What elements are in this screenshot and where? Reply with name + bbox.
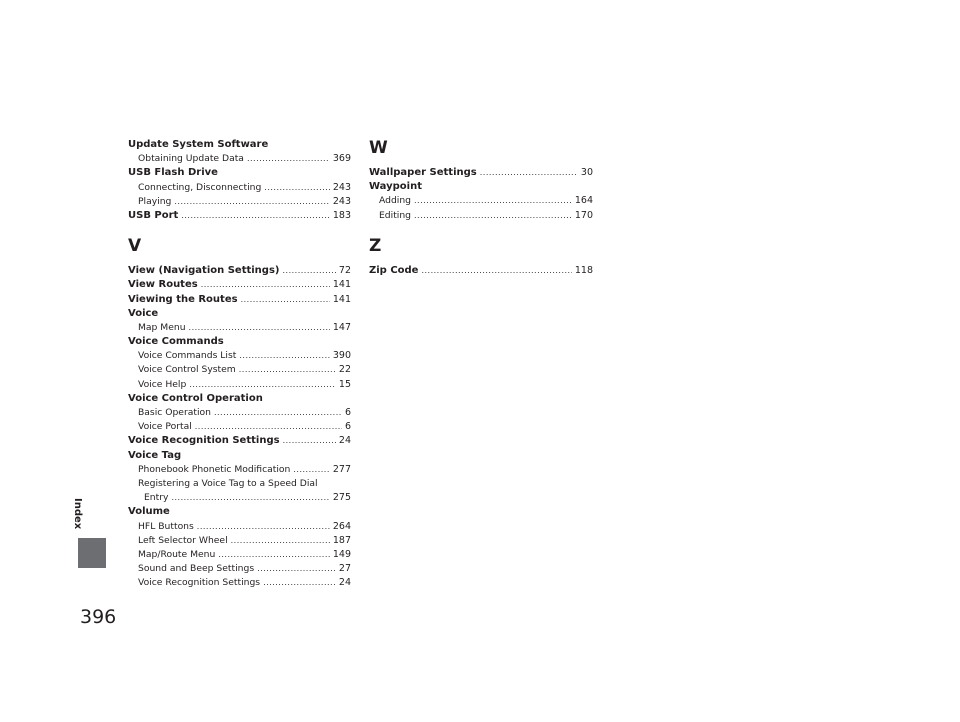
leader-dots	[293, 463, 329, 477]
page-reference[interactable]: 277	[332, 463, 351, 475]
page-reference[interactable]: 118	[574, 264, 593, 276]
index-subterm: Map/Route Menu	[138, 548, 216, 560]
index-subentry[interactable]	[128, 363, 351, 377]
index-term: Voice Commands	[128, 336, 224, 348]
leader-dots	[414, 194, 572, 208]
leader-dots	[189, 378, 336, 392]
index-heading	[128, 138, 351, 152]
index-term: Voice	[128, 307, 159, 319]
page-reference[interactable]: 141	[332, 279, 351, 291]
index-subentry[interactable]	[128, 349, 351, 363]
index-subterm: HFL Buttons	[138, 520, 194, 532]
section-letter-v: V	[128, 236, 142, 257]
index-subentry[interactable]	[128, 463, 351, 477]
leader-dots	[195, 420, 342, 434]
page-reference[interactable]: 24	[338, 577, 351, 589]
leader-dots	[239, 363, 336, 377]
page-reference[interactable]: 275	[332, 492, 351, 504]
page-reference[interactable]: 27	[338, 563, 351, 575]
page-reference[interactable]: 170	[574, 209, 593, 221]
index-term: Voice Control Operation	[128, 392, 263, 404]
leader-dots	[174, 195, 329, 209]
leader-dots	[214, 406, 342, 420]
index-term: USB Flash Drive	[128, 167, 218, 179]
leader-dots	[247, 152, 330, 166]
leader-dots	[264, 181, 330, 195]
index-subentry[interactable]	[128, 576, 351, 590]
page-reference[interactable]: 164	[574, 195, 593, 207]
index-subterm: Playing	[138, 195, 172, 207]
leader-dots	[181, 209, 330, 223]
leader-dots	[414, 209, 572, 223]
leader-dots	[421, 264, 571, 278]
page-reference[interactable]: 6	[344, 407, 351, 418]
leader-dots	[197, 520, 330, 534]
index-term: Volume	[128, 506, 170, 518]
index-subterm: Registering a Voice Tag to a Speed Dial	[138, 477, 318, 489]
index-subterm: Sound and Beep Settings	[138, 563, 255, 575]
leader-dots	[241, 293, 330, 307]
index-subterm: Map Menu	[138, 321, 186, 333]
leader-dots	[239, 349, 330, 363]
page-reference[interactable]: 141	[332, 293, 351, 305]
index-subterm: Phonebook Phonetic Modification	[138, 463, 291, 475]
page-reference[interactable]: 24	[338, 435, 351, 447]
leader-dots	[189, 321, 330, 335]
index-column-right	[369, 138, 593, 278]
page-reference[interactable]: 264	[332, 520, 351, 532]
index-subentry[interactable]	[128, 534, 351, 548]
index-subterm: Obtaining Update Data	[138, 153, 244, 165]
page-reference[interactable]: 183	[332, 209, 351, 221]
index-subterm: Voice Help	[138, 378, 187, 390]
section-letter-z: Z	[369, 235, 382, 256]
index-term: View (Navigation Settings)	[128, 265, 280, 277]
page-reference[interactable]: 72	[338, 265, 351, 277]
index-term: Wallpaper Settings	[369, 167, 477, 178]
index-heading	[128, 166, 351, 180]
index-term: Zip Code	[369, 264, 419, 276]
index-entry[interactable]	[369, 264, 593, 278]
index-subentry[interactable]	[128, 378, 351, 392]
index-heading	[128, 335, 351, 349]
index-entry[interactable]	[369, 166, 593, 180]
index-heading	[128, 307, 351, 321]
leader-dots	[283, 434, 336, 448]
index-entry[interactable]	[128, 264, 351, 278]
index-term: Voice Recognition Settings	[128, 435, 280, 447]
index-subentry[interactable]	[128, 520, 351, 534]
index-subterm-continued: Entry	[144, 492, 169, 504]
index-term: USB Port	[128, 209, 179, 221]
leader-dots	[231, 534, 330, 548]
leader-dots	[263, 576, 336, 590]
leader-dots	[201, 278, 330, 292]
index-subentry[interactable]	[128, 548, 351, 562]
index-term: Waypoint	[369, 181, 422, 193]
index-subterm: Voice Commands List	[138, 350, 237, 362]
leader-dots	[218, 548, 330, 562]
index-term: Update System Software	[128, 139, 269, 150]
page-reference[interactable]: 15	[338, 378, 351, 390]
leader-dots	[257, 562, 336, 576]
leader-dots	[480, 166, 578, 180]
index-entry[interactable]	[128, 434, 351, 448]
index-entry[interactable]	[128, 278, 351, 292]
side-tab-marker	[78, 538, 106, 568]
index-subentry[interactable]	[128, 420, 351, 434]
index-subentry-continued[interactable]	[128, 491, 351, 505]
index-subterm: Left Selector Wheel	[138, 534, 228, 546]
page-reference[interactable]: 22	[338, 364, 351, 376]
index-heading	[128, 392, 351, 406]
page-reference[interactable]: 243	[332, 195, 351, 207]
index-entry[interactable]	[128, 293, 351, 307]
page-reference[interactable]: 390	[332, 350, 351, 362]
index-heading	[128, 449, 351, 463]
index-subterm: Editing	[379, 209, 411, 221]
index-entry[interactable]	[128, 209, 351, 223]
index-subterm: Connecting, Disconnecting	[138, 181, 262, 193]
index-heading	[369, 180, 593, 194]
index-term: Viewing the Routes	[128, 293, 238, 305]
index-term: Voice Tag	[128, 449, 182, 461]
section-letter-w: W	[369, 138, 388, 158]
index-subentry[interactable]	[128, 562, 351, 576]
index-subentry[interactable]	[128, 406, 351, 420]
page-number: 396	[80, 606, 117, 628]
index-subterm: Basic Operation	[138, 407, 211, 418]
index-subentry[interactable]	[128, 195, 351, 209]
index-heading	[128, 505, 351, 519]
side-tab-label: Index	[72, 498, 83, 530]
page-reference[interactable]: 243	[332, 181, 351, 193]
page-reference[interactable]: 369	[332, 153, 351, 165]
index-subentry[interactable]	[128, 181, 351, 195]
index-subentry[interactable]	[128, 477, 351, 491]
index-term: View Routes	[128, 279, 198, 291]
index-subentry[interactable]	[369, 209, 593, 223]
index-column-left	[128, 138, 351, 590]
index-subterm: Adding	[379, 195, 411, 207]
page-reference[interactable]: 6	[344, 421, 351, 433]
index-subterm: Voice Control System	[138, 364, 236, 376]
page-reference[interactable]: 187	[332, 534, 351, 546]
index-subterm: Voice Recognition Settings	[138, 577, 261, 589]
index-subentry[interactable]	[369, 194, 593, 208]
page-reference[interactable]: 147	[332, 321, 351, 333]
index-subterm: Voice Portal	[138, 421, 192, 433]
index-subentry[interactable]	[128, 321, 351, 335]
leader-dots	[282, 264, 335, 278]
leader-dots	[171, 491, 329, 505]
page-reference[interactable]: 30	[580, 167, 593, 178]
index-subentry[interactable]	[128, 152, 351, 166]
page-reference[interactable]: 149	[332, 548, 351, 560]
